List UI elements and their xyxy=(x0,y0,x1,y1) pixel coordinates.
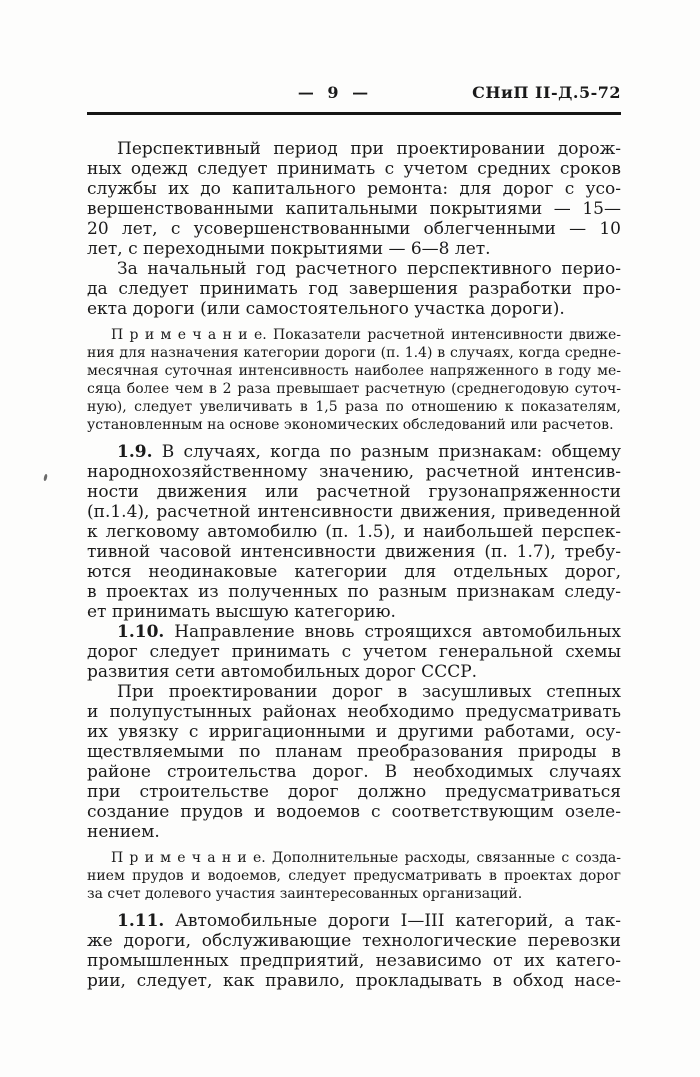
text-line: дорог следует принимать с учетом генеральной схемы xyxy=(87,642,621,662)
ink-speck xyxy=(43,474,48,482)
page-content xyxy=(87,84,621,991)
text-line: ет принимать высшую категорию. xyxy=(87,602,396,622)
text-line: народнохозяйственному значению, расчетной интенсив- xyxy=(87,462,621,482)
text-line: П р и м е ч а н и е. Дополнительные расходы, связанные с созда- xyxy=(111,850,621,866)
note-paragraph xyxy=(87,849,621,903)
body-paragraph xyxy=(87,442,621,622)
text-line: П р и м е ч а н и е. Показатели расчетной интенсивности движе- xyxy=(111,327,621,343)
text-line: нением. xyxy=(87,822,160,842)
text-line: рии, следует, как правило, прокладывать в обход насе- xyxy=(87,971,621,991)
text-line: нием прудов и водоемов, следует предусматривать в проектах дорог xyxy=(87,868,621,884)
text-line: к легковому автомобилю (п. 1.5), и наибольшей перспек- xyxy=(87,522,621,542)
text-line: 1.10. Направление вновь строящихся автомобильных xyxy=(117,622,621,642)
text-line: создание прудов и водоемов с соответствующим озеле- xyxy=(87,802,621,822)
text-line: екта дороги (или самостоятельного участка дороги). xyxy=(87,299,565,319)
header-rule xyxy=(87,112,621,115)
body-paragraph xyxy=(87,911,621,991)
text-line: и полупустынных районах необходимо предусматривать xyxy=(87,702,621,722)
text-line: районе строительства дорог. В необходимых случаях xyxy=(87,762,621,782)
text-line: ются неодинаковые категории для отдельных дорог, xyxy=(87,562,621,582)
note-paragraph xyxy=(87,326,621,434)
text-block xyxy=(87,139,621,991)
body-paragraph xyxy=(87,682,621,842)
text-line: 20 лет, с усовершенствованными облегченными — 10 xyxy=(87,219,621,239)
text-line: Перспективный период при проектировании дорож- xyxy=(117,139,621,159)
text-line: ную), следует увеличивать в 1,5 раза по отношению к показателям, xyxy=(87,399,621,415)
body-paragraph xyxy=(87,259,621,319)
text-line: вершенствованными капитальными покрытиями — 15— xyxy=(87,199,621,219)
document-code: СНиП II-Д.5-72 xyxy=(472,83,621,102)
text-line: же дороги, обслуживающие технологические перевозки xyxy=(87,931,621,951)
text-line: лет, с переходными покрытиями — 6—8 лет. xyxy=(87,239,491,259)
text-line: За начальный год расчетного перспективного перио- xyxy=(117,259,621,279)
text-line: ществляемыми по планам преобразования природы в xyxy=(87,742,621,762)
text-line: установленным на основе экономических обследований или расчетов. xyxy=(87,417,614,433)
text-line: тивной часовой интенсивности движения (п. 1.7), требу- xyxy=(87,542,621,562)
page-number: — 9 — xyxy=(297,83,369,102)
text-line: при строительстве дорог должно предусматриваться xyxy=(87,782,621,802)
text-line: службы их до капитального ремонта: для дорог с усо- xyxy=(87,179,621,199)
running-header xyxy=(87,84,621,102)
text-line: в проектах из полученных по разным признакам следу- xyxy=(87,582,621,602)
text-line: сяца более чем в 2 раза превышает расчетную (среднегодовую суточ- xyxy=(87,381,621,397)
text-line: месячная суточная интенсивность наиболее напряженного в году ме- xyxy=(87,363,621,379)
text-line: ных одежд следует принимать с учетом средних сроков xyxy=(87,159,621,179)
text-line: промышленных предприятий, независимо от их катего- xyxy=(87,951,621,971)
text-line: 1.9. В случаях, когда по разным признакам: общему xyxy=(117,442,621,462)
text-line: за счет долевого участия заинтересованных организаций. xyxy=(87,886,523,902)
text-line: развития сети автомобильных дорог СССР. xyxy=(87,662,478,682)
text-line: ния для назначения категории дороги (п. 1.4) в случаях, когда средне- xyxy=(87,345,621,361)
text-line: При проектировании дорог в засушливых степных xyxy=(117,682,621,702)
text-line: ности движения или расчетной грузонапряженности xyxy=(87,482,621,502)
text-line: да следует принимать год завершения разработки про- xyxy=(87,279,621,299)
text-line: их увязку с ирригационными и другими работами, осу- xyxy=(87,722,621,742)
text-line: (п.1.4), расчетной интенсивности движения, приведенной xyxy=(87,502,621,522)
text-line: 1.11. Автомобильные дороги I—III категорий, а так- xyxy=(117,911,621,931)
body-paragraph xyxy=(87,139,621,259)
body-paragraph xyxy=(87,622,621,682)
